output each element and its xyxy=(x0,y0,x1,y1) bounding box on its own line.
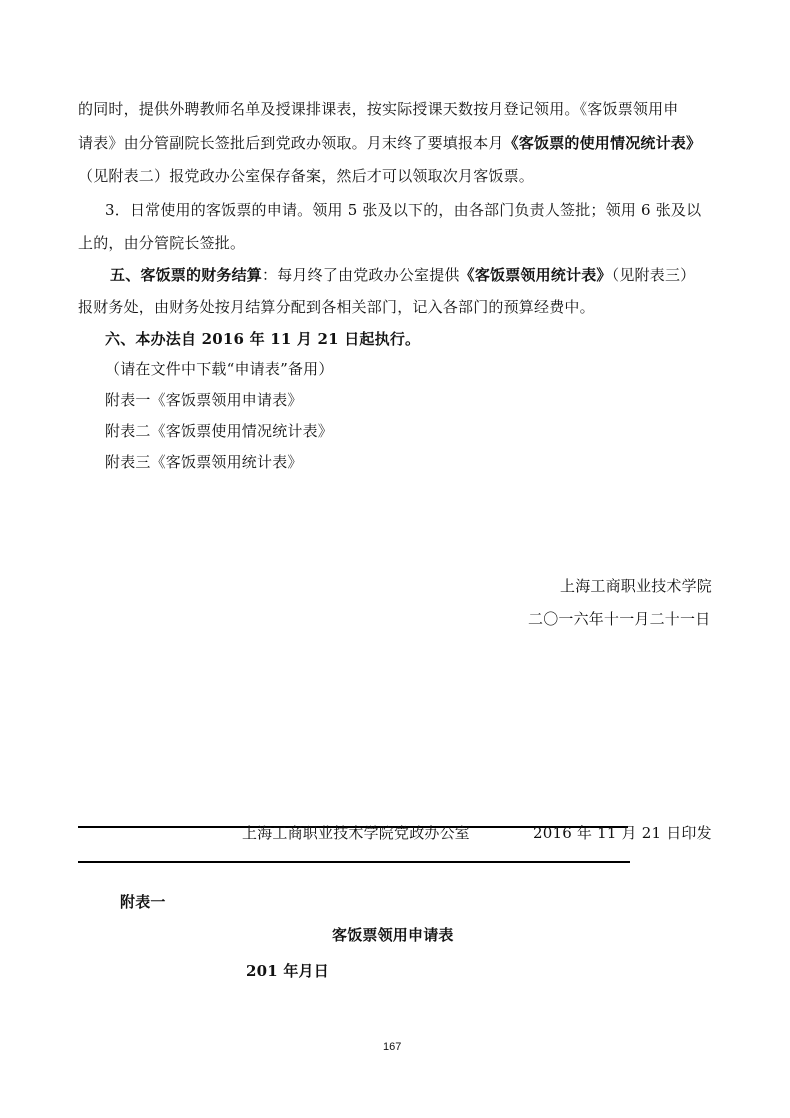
footer-issue-date: 2016 年 11 月 21 日印发 xyxy=(533,824,712,842)
paragraph-line: 3．日常使用的客饭票的申请。领用 5 张及以下的，由各部门负责人签批；领用 6 张及以 xyxy=(105,201,702,219)
appendix-label: 附表一 xyxy=(120,893,166,911)
paragraph-line: 上的，由分管院长签批。 xyxy=(78,234,246,252)
section-heading: 五、客饭票的财务结算 xyxy=(110,266,263,284)
footer-issuer: 上海工商职业技术学院党政办公室 xyxy=(242,824,471,842)
download-note: （请在文件中下载“申请表”备用） xyxy=(105,360,334,378)
appendix-date-line: 201 年月日 xyxy=(246,962,329,980)
appendix-title: 客饭票领用申请表 xyxy=(332,926,454,944)
paragraph-line: 的同时，提供外聘教师名单及授课排课表，按实际授课天数按月登记领用。《客饭票领用申 xyxy=(78,100,679,118)
paragraph-line xyxy=(78,133,701,153)
paragraph-text: （见附表三） xyxy=(611,266,696,284)
form-reference: 《客饭票领用统计表》 xyxy=(459,266,612,284)
section-heading: 六、本办法自 2016 年 11 月 21 日起执行。 xyxy=(105,330,421,348)
signature-org: 上海工商职业技术学院 xyxy=(560,577,713,595)
paragraph-text: ：每月终了由党政办公室提供 xyxy=(262,266,460,284)
paragraph-line: （见附表二）报党政办公室保存备案，然后才可以领取次月客饭票。 xyxy=(78,167,535,185)
attachment-item: 附表二《客饭票使用情况统计表》 xyxy=(105,422,334,440)
paragraph-line: 报财务处，由财务处按月结算分配到各相关部门，记入各部门的预算经费中。 xyxy=(78,298,595,316)
signature-date: 二〇一六年十一月二十一日 xyxy=(528,610,711,628)
form-reference: 《客饭票的使用情况统计表》 xyxy=(503,134,702,152)
page-number: 167 xyxy=(383,1041,402,1053)
paragraph-text: 请表》由分管副院长签批后到党政办领取。月末终了要填报本月 xyxy=(78,134,504,152)
paragraph-line xyxy=(110,265,695,285)
attachment-item: 附表一《客饭票领用申请表》 xyxy=(105,391,303,409)
attachment-item: 附表三《客饭票领用统计表》 xyxy=(105,453,303,471)
footer-bottom-rule xyxy=(78,861,630,863)
